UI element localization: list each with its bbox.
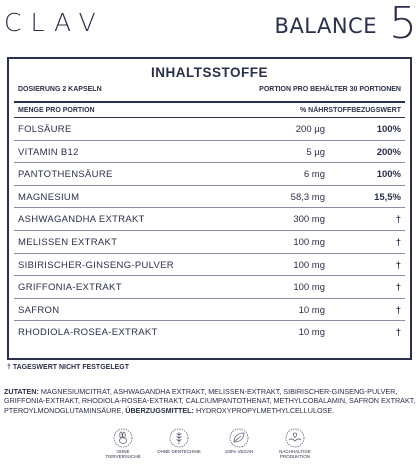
dosage-label: DOSIERUNG 2 KAPSELN bbox=[18, 86, 102, 93]
badge-non-gmo bbox=[156, 428, 202, 454]
nutrient-amount: 5 µg bbox=[306, 146, 325, 158]
nutrient-name: ASHWAGANDHA EXTRAKT bbox=[18, 214, 145, 226]
divider-thick bbox=[14, 101, 405, 103]
nutrient-amount: 100 mg bbox=[293, 282, 325, 294]
nutrient-reference-value: † bbox=[395, 282, 401, 294]
nutrient-name: MAGNESIUM bbox=[18, 191, 80, 203]
nutrient-name: FOLSÄURE bbox=[18, 124, 72, 135]
ingredients-text bbox=[4, 387, 416, 415]
nutrient-name: PANTOTHENSÄURE bbox=[18, 169, 113, 181]
footnote: † TAGESWERT NICHT FESTGELEGT bbox=[7, 364, 129, 371]
badge-vegan bbox=[216, 428, 262, 454]
wheat-icon bbox=[169, 428, 189, 448]
nutrient-reference-value: † bbox=[395, 304, 401, 316]
nutrient-name: MELISSEN EXTRAKT bbox=[18, 236, 118, 248]
nutrient-amount: 58,3 mg bbox=[290, 191, 325, 203]
table-row bbox=[14, 321, 405, 344]
column-header-reference: % NÄHRSTOFFBEZUGSWERT bbox=[300, 107, 401, 114]
brand-logo: CLAV bbox=[4, 8, 105, 37]
ingredients-label: ZUTATEN: bbox=[4, 387, 39, 396]
nutrient-name: SAFRON bbox=[18, 304, 60, 316]
rabbit-icon bbox=[113, 428, 133, 448]
badge-row bbox=[100, 428, 320, 472]
coating-label: ÜBERZUGSMITTEL: bbox=[125, 405, 194, 415]
nutrient-table bbox=[14, 118, 405, 344]
table-row bbox=[14, 254, 405, 277]
badge-cruelty-free bbox=[100, 428, 146, 459]
table-row bbox=[14, 186, 405, 209]
leaf-icon bbox=[229, 428, 249, 448]
product-number-digit: 5 bbox=[389, 0, 417, 49]
nutrient-name: RHODIOLA-ROSEA-EXTRAKT bbox=[18, 327, 158, 339]
coating-text: HYDROXYPROPYLMETHYLCELLULOSE. bbox=[193, 405, 335, 415]
nutrient-reference-value: † bbox=[395, 214, 401, 226]
nutrient-reference-value: 15,5% bbox=[374, 191, 401, 203]
table-row bbox=[14, 141, 405, 164]
nutrient-amount: 10 mg bbox=[298, 327, 325, 339]
nutrition-panel bbox=[7, 57, 412, 360]
panel-title: INHALTSSTOFFE bbox=[151, 65, 268, 80]
nutrient-amount: 10 mg bbox=[298, 304, 325, 316]
badge-sustainable bbox=[272, 428, 318, 459]
nutrient-reference-value: † bbox=[395, 236, 401, 248]
table-row bbox=[14, 299, 405, 322]
table-row bbox=[14, 163, 405, 186]
nutrient-amount: 100 mg bbox=[293, 236, 325, 248]
nutrient-amount: 6 mg bbox=[303, 169, 325, 181]
portions-label: PORTION PRO BEHÄLTER 30 PORTIONEN bbox=[259, 86, 401, 93]
badge-label: NACHHALTIGE PRODUKTION bbox=[279, 449, 311, 459]
table-row bbox=[14, 231, 405, 254]
nutrient-reference-value: 100% bbox=[376, 124, 401, 135]
nutrient-reference-value: † bbox=[395, 327, 401, 339]
badge-label: OHNE GENTECHNIK bbox=[157, 449, 201, 454]
nutrient-amount: 200 µg bbox=[295, 124, 325, 135]
nutrient-name: SIBIRISCHER-GINSENG-PULVER bbox=[18, 259, 174, 271]
ingredients-list: MAGNESIUMCITRAT, ASHWAGANDHA EXTRAKT, MELISSEN-EXTRAKT, SIBIRISCHER-GINSENG-PULVER, GRIFFONIA-EXTRAKT, RHODIOLA-ROSEA-EXTRAKT, CALCIUMPANTOTHENAT, METHYLCOBALAMIN, SAFRON EXTRAKT, PTEROYLMONOGLUTAMINSÄURE, bbox=[4, 387, 416, 415]
product-name: BALANCE bbox=[274, 14, 377, 38]
column-header-amount: MENGE PRO PORTION bbox=[18, 107, 95, 114]
nutrient-amount: 300 mg bbox=[293, 214, 325, 226]
badge-label: 100% VEGAN bbox=[224, 449, 254, 454]
nutrient-amount: 100 mg bbox=[293, 259, 325, 271]
badge-label: OHNE TIERVERSUCHE bbox=[105, 449, 141, 459]
table-row bbox=[14, 276, 405, 299]
nutrient-reference-value: † bbox=[395, 259, 401, 271]
table-row bbox=[14, 118, 405, 141]
nutrient-reference-value: 200% bbox=[376, 146, 401, 158]
table-row bbox=[14, 208, 405, 231]
hands-icon bbox=[285, 428, 305, 448]
nutrient-reference-value: 100% bbox=[376, 169, 401, 181]
nutrient-name: VITAMIN B12 bbox=[18, 146, 79, 158]
nutrient-name: GRIFFONIA-EXTRAKT bbox=[18, 282, 122, 294]
